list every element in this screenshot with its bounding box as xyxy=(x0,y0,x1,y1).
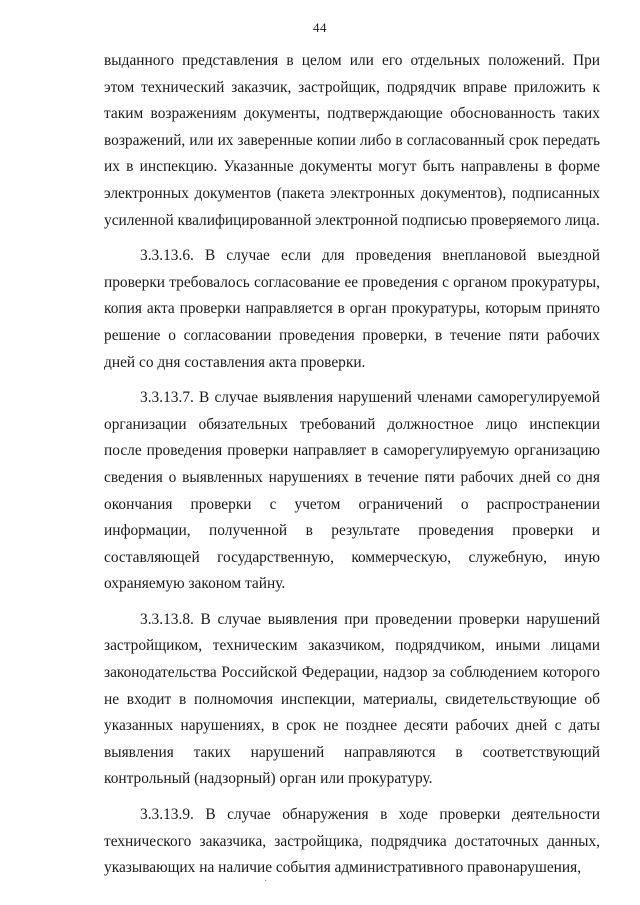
paragraph-continuation: выданного представления в целом или его отдельных положений. При этом технический заказчик, застройщик, подрядчик вправе приложить к таким возражениям документы, подтверждающие обоснованность таких возражений, или их заверенные копии либо в согласованный срок передать их в инспекцию. Указанные документы могут быть направлены в форме электронных документов (пакета электронных документов), подписанных усиленной квалифицированной электронной подписью проверяемого лица. xyxy=(104,52,600,229)
paragraph-3-3-13-9: 3.3.13.9. В случае обнаружения в ходе проверки деятельности технического заказчика, застройщика, подрядчика достаточных данных, указывающих на наличие события административного правонарушения, xyxy=(104,806,600,877)
paragraph-3-3-13-6: 3.3.13.6. В случае если для проведения внеплановой выездной проверки требовалось согласование ее проведения с органом прокуратуры, копия акта проверки направляется в орган прокуратуры, которым принято решение о согласовании проведения проверки, в течение пяти рабочих дней со дня составления акта проверки. xyxy=(104,247,600,371)
page-number: 44 xyxy=(313,20,327,35)
paragraph-3-3-13-7: 3.3.13.7. В случае выявления нарушений членами саморегулируемой организации обязательных требований должностное лицо инспекции после проведения проверки направляет в саморегулируемую организацию сведения о выявленных нарушениях в течение пяти рабочих дней со дня окончания проверки с учетом ограничений о распространении информации, полученной в результате проведения проверки и составляющей государственную, коммерческую, служебную, иную охраняемую законом тайну. xyxy=(104,389,600,593)
document-body xyxy=(104,48,600,882)
paragraph-3-3-13-8: 3.3.13.8. В случае выявления при проведении проверки нарушений застройщиком, техническим заказчиком, подрядчиком, иными лицами законодательства Российской Федерации, надзор за соблюдением которого не входит в полномочия инспекции, материалы, свидетельствующие об указанных нарушениях, в срок не позднее десяти рабочих дней с даты выявления таких нарушений направляются в соответствующий контрольный (надзорный) орган или прокуратуру. xyxy=(104,610,600,788)
scan-mark: · xyxy=(264,876,268,887)
